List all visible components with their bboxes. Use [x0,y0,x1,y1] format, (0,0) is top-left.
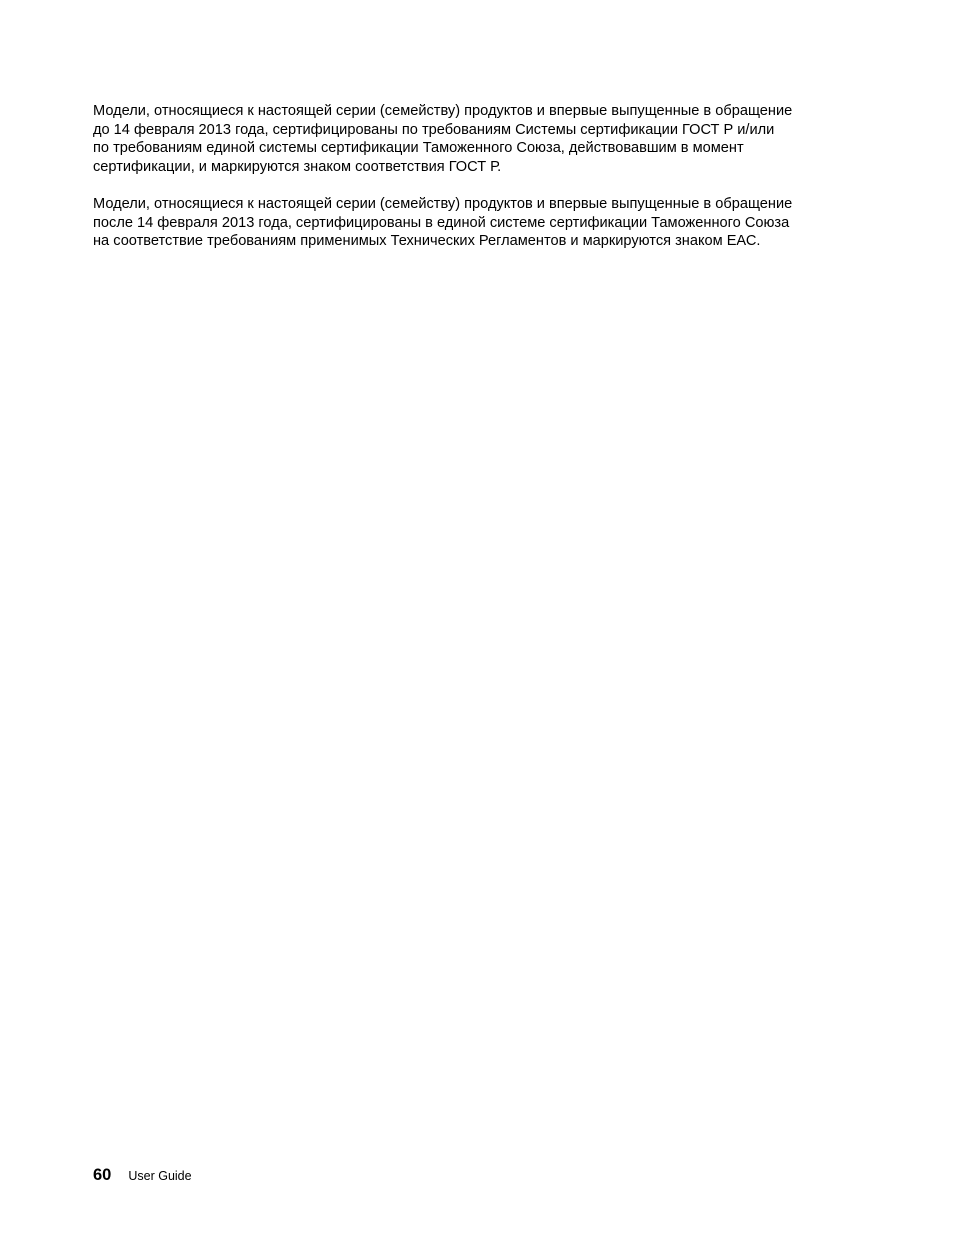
paragraph-line: на соответствие требованиям применимых Технических Регламентов и маркируются знаком ЕАС. [93,233,761,250]
paragraph-line: сертификации, и маркируются знаком соответствия ГОСТ Р. [93,158,502,175]
page-body [93,102,873,251]
paragraph-line: по требованиям единой системы сертификации Таможенного Союза, действовавшим в момент [93,140,744,157]
certification-paragraph-eac [93,195,873,251]
paragraph-line: после 14 февраля 2013 года, сертифицированы в единой системе сертификации Таможенного Союза [93,214,790,231]
page-footer [93,1164,192,1186]
paragraph-line: Модели, относящиеся к настоящей серии (семейству) продуктов и впервые выпущенные в обращение [93,103,793,119]
paragraph-line: до 14 февраля 2013 года, сертифицированы по требованиям Системы сертификации ГОСТ Р и/или [93,121,775,138]
paragraph-line: Модели, относящиеся к настоящей серии (семейству) продуктов и впервые выпущенные в обращение [93,195,793,212]
certification-paragraph-gost [93,102,873,176]
document-title: User Guide [128,1169,192,1183]
page-number: 60 [93,1166,112,1184]
